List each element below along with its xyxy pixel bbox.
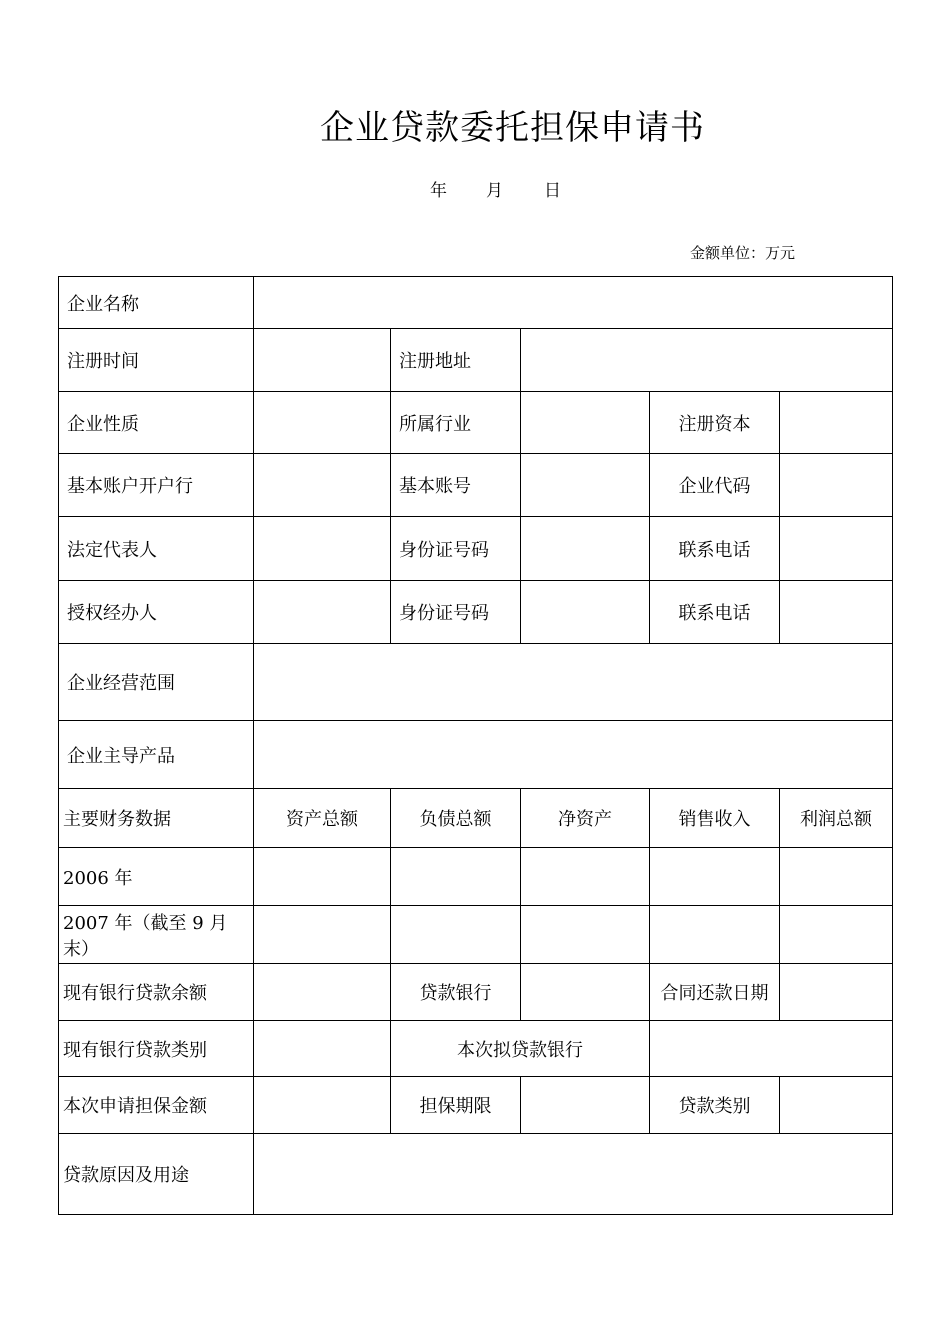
field-company-code[interactable] (780, 454, 893, 517)
row-bank (59, 454, 893, 517)
field-business-scope[interactable] (254, 644, 893, 721)
row-loan-balance (59, 964, 893, 1021)
field-2007-net-assets[interactable] (521, 906, 650, 964)
header-net-assets: 净资产 (521, 789, 650, 848)
label-year-2006: 2006 年 (59, 848, 254, 906)
label-company-code: 企业代码 (650, 454, 780, 517)
row-agent (59, 581, 893, 644)
label-agent: 授权经办人 (59, 581, 254, 644)
amount-unit: 金额单位：万元 (690, 244, 796, 262)
label-bank-loan-type: 现有银行贷款类别 (59, 1021, 254, 1077)
field-bank-loan-type[interactable] (254, 1021, 391, 1077)
field-bank-loan-balance[interactable] (254, 964, 391, 1021)
field-2006-liabilities[interactable] (391, 848, 521, 906)
field-phone[interactable] (780, 517, 893, 581)
field-company-nature[interactable] (254, 392, 391, 454)
row-loan-purpose (59, 1134, 893, 1215)
row-company-name (59, 277, 893, 329)
label-industry: 所属行业 (391, 392, 521, 454)
label-loan-purpose: 贷款原因及用途 (59, 1134, 254, 1215)
field-loan-purpose[interactable] (254, 1134, 893, 1215)
label-legal-rep: 法定代表人 (59, 517, 254, 581)
label-planned-loan-bank: 本次拟贷款银行 (391, 1021, 650, 1077)
header-total-profit: 利润总额 (780, 789, 893, 848)
label-guarantee-amount: 本次申请担保金额 (59, 1077, 254, 1134)
field-legal-rep[interactable] (254, 517, 391, 581)
row-main-products (59, 721, 893, 789)
field-loan-type[interactable] (780, 1077, 893, 1134)
date-day: 日 (544, 181, 561, 201)
application-form (58, 276, 893, 1215)
field-main-products[interactable] (254, 721, 893, 789)
row-guarantee (59, 1077, 893, 1134)
field-agent[interactable] (254, 581, 391, 644)
row-legal-rep (59, 517, 893, 581)
header-total-liabilities: 负债总额 (391, 789, 521, 848)
field-contract-repay-date[interactable] (780, 964, 893, 1021)
field-industry[interactable] (521, 392, 650, 454)
field-2007-assets[interactable] (254, 906, 391, 964)
label-basic-account: 基本账号 (391, 454, 521, 517)
label-company-nature: 企业性质 (59, 392, 254, 454)
field-reg-address[interactable] (521, 329, 893, 392)
row-loan-type (59, 1021, 893, 1077)
label-contract-repay-date: 合同还款日期 (650, 964, 780, 1021)
label-year-2007: 2007 年（截至 9 月末） (59, 906, 254, 964)
label-main-products: 企业主导产品 (59, 721, 254, 789)
field-2007-profit[interactable] (780, 906, 893, 964)
field-basic-bank[interactable] (254, 454, 391, 517)
date-line (430, 176, 561, 201)
label-id-number: 身份证号码 (391, 517, 521, 581)
label-reg-time: 注册时间 (59, 329, 254, 392)
field-guarantee-period[interactable] (521, 1077, 650, 1134)
label-business-scope: 企业经营范围 (59, 644, 254, 721)
field-2007-liabilities[interactable] (391, 906, 521, 964)
date-month: 月 (486, 181, 503, 201)
label-id-number-2: 身份证号码 (391, 581, 521, 644)
field-company-name[interactable] (254, 277, 893, 329)
field-planned-loan-bank[interactable] (650, 1021, 893, 1077)
field-2006-profit[interactable] (780, 848, 893, 906)
row-registration (59, 329, 893, 392)
field-reg-capital[interactable] (780, 392, 893, 454)
field-guarantee-amount[interactable] (254, 1077, 391, 1134)
date-year: 年 (430, 181, 447, 201)
label-guarantee-period: 担保期限 (391, 1077, 521, 1134)
label-loan-type: 贷款类别 (650, 1077, 780, 1134)
field-reg-time[interactable] (254, 329, 391, 392)
row-year-2006 (59, 848, 893, 906)
field-2006-net-assets[interactable] (521, 848, 650, 906)
row-financial-header (59, 789, 893, 848)
label-loan-bank: 贷款银行 (391, 964, 521, 1021)
field-2006-sales[interactable] (650, 848, 780, 906)
label-financial-data: 主要财务数据 (59, 789, 254, 848)
label-phone-2: 联系电话 (650, 581, 780, 644)
field-2006-assets[interactable] (254, 848, 391, 906)
field-2007-sales[interactable] (650, 906, 780, 964)
label-reg-address: 注册地址 (391, 329, 521, 392)
field-id-number[interactable] (521, 517, 650, 581)
field-phone-2[interactable] (780, 581, 893, 644)
label-basic-bank: 基本账户开户行 (59, 454, 254, 517)
label-bank-loan-balance: 现有银行贷款余额 (59, 964, 254, 1021)
header-total-assets: 资产总额 (254, 789, 391, 848)
field-loan-bank[interactable] (521, 964, 650, 1021)
row-nature (59, 392, 893, 454)
field-id-number-2[interactable] (521, 581, 650, 644)
row-year-2007 (59, 906, 893, 964)
header-sales-income: 销售收入 (650, 789, 780, 848)
label-company-name: 企业名称 (59, 277, 254, 329)
label-phone: 联系电话 (650, 517, 780, 581)
field-basic-account[interactable] (521, 454, 650, 517)
row-business-scope (59, 644, 893, 721)
document-title: 企业贷款委托担保申请书 (320, 108, 705, 148)
label-reg-capital: 注册资本 (650, 392, 780, 454)
